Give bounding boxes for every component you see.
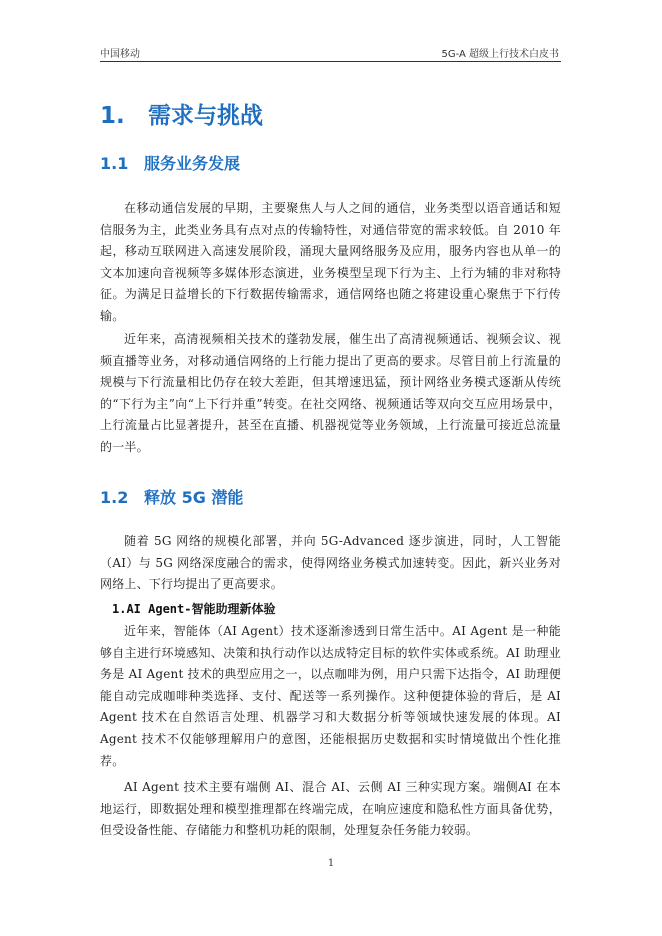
subheading-ai-agent: 1.AI Agent-智能助理新体验 <box>112 602 276 616</box>
section-title-text: 服务业务发展 <box>144 154 241 173</box>
section-title-text: 释放 5G 潜能 <box>144 488 244 507</box>
chapter-title <box>100 100 561 132</box>
header-org-name: 中国移动 <box>100 49 140 60</box>
chapter-number: 1. <box>100 103 125 129</box>
body-paragraph: 近年来，高清视频相关技术的蓬勃发展，催生出了高清视频通话、视频会议、视频直播等业务，对移动通信网络的上行能力提出了更高的要求。尽管目前上行流量的规模与下行流量相比仍存在较大差距，但其增速迅猛，预计网络业务模式逐渐从传统的“下行为主”向“上下行并重”转变。在社交网络、视频通话等双向交互应用场景中，上行流量占比显著提升，甚至在直播、机器视觉等业务领域，上行流量可接近总流量的一半。 <box>100 332 561 454</box>
section-number: 1.2 <box>100 488 129 507</box>
chapter-title-text: 需求与挑战 <box>148 103 263 129</box>
body-paragraph: 近年来，智能体（AI Agent）技术逐渐渗透到日常生活中。AI Agent 是一种能够自主进行环境感知、决策和执行动作以达成特定目标的软件实体或系统。AI 助理业务是 AI Agent 技术的典型应用之一，以点咖啡为例，用户只需下达指令，AI 助理便能自动完成咖啡种类选择、支付、配送等一系列操作。这种便捷体验的背后，是 AI Agent 技术在自然语言处理、机器学习和大数据分析等领域快速发展的体现。AI Agent 技术不仅能够理解用户的意图，还能根据历史数据和实时情境做出个性化推荐。 <box>100 624 561 768</box>
page-header <box>100 43 561 62</box>
page-number: 1 <box>327 858 335 869</box>
section-title-1-1 <box>100 152 561 176</box>
body-paragraph: 在移动通信发展的早期，主要聚焦人与人之间的通信，业务类型以语音通话和短信服务为主，此类业务具有点对点的传输特性，对通信带宽的需求较低。自 2010 年起，移动互联网进入高速发展阶段，涌现大量网络服务及应用，服务内容也从单一的文本加速向音视频等多媒体形态演进，业务模型呈现下行为主、上行为辅的非对称特征。为满足日益增长的下行数据传输需求，通信网络也随之将建设重心聚焦于下行传输。 <box>100 201 561 323</box>
section-number: 1.1 <box>100 154 129 173</box>
body-paragraph: AI Agent 技术主要有端侧 AI、混合 AI、云侧 AI 三种实现方案。端侧AI 在本地运行，即数据处理和模型推理都在终端完成，在响应速度和隐私性方面具备优势，但受设备性能、存储能力和整机功耗的限制，处理复杂任务能力较弱。 <box>100 780 561 838</box>
body-paragraph: 随着 5G 网络的规模化部署，并向 5G-Advanced 逐步演进，同时，人工智能（AI）与 5G 网络深度融合的需求，使得网络业务模式加速转变。因此，新兴业务对网络上、下行均提出了更高要求。 <box>100 534 561 592</box>
header-doc-title: 5G-A 超级上行技术白皮书 <box>441 49 559 60</box>
section-title-1-2 <box>100 486 561 510</box>
